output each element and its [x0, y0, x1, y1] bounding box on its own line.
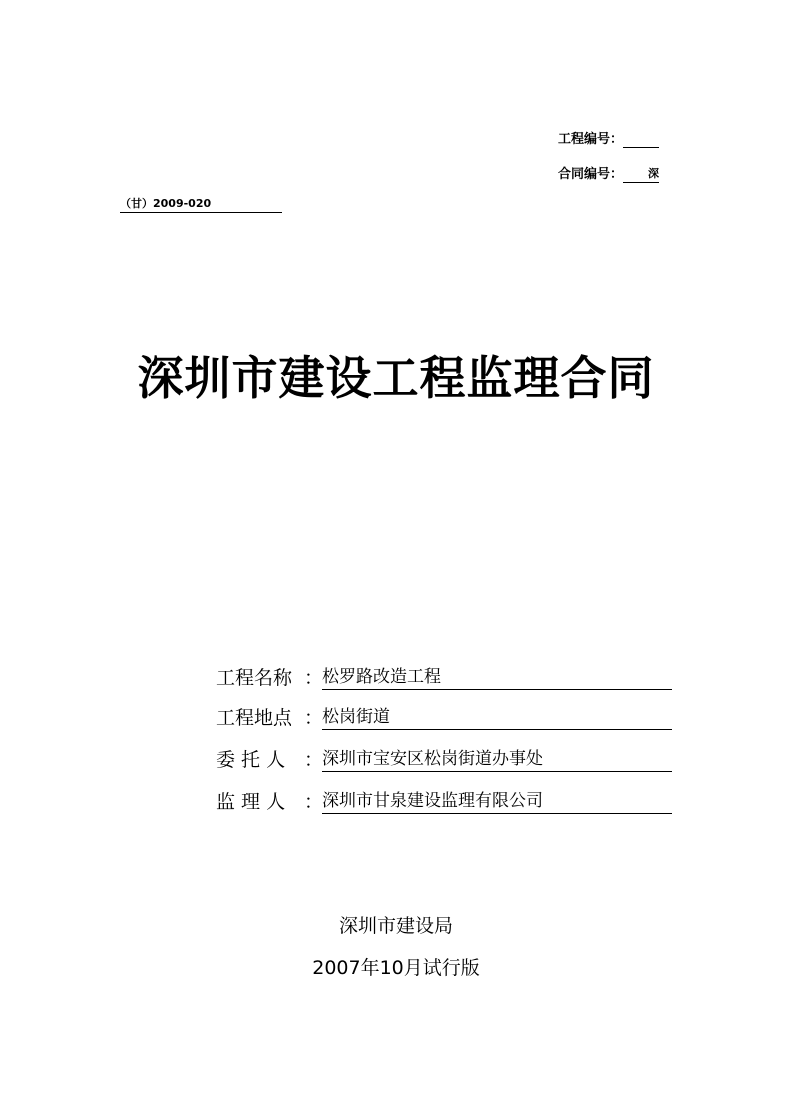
edition: 2007年10月试行版 [312, 957, 480, 979]
field-value: 深圳市甘泉建设监理有限公司 [322, 790, 672, 814]
field-supervisor [216, 788, 672, 814]
field-colon: ： [304, 791, 324, 813]
field-value: 松岗街道 [322, 706, 672, 730]
project-number-value [623, 147, 659, 148]
field-client [216, 746, 672, 772]
contract-number-value: 深 [623, 166, 659, 183]
field-project-name [216, 664, 672, 690]
document-title: 深圳市建设工程监理合同 [137, 351, 655, 405]
field-colon: ： [304, 707, 324, 729]
contract-number-label: 合同编号： [558, 167, 624, 182]
project-number-label: 工程编号： [558, 132, 624, 147]
field-colon: ： [304, 749, 324, 771]
field-value: 松罗路改造工程 [322, 666, 672, 690]
field-label: 工程地点 [216, 707, 293, 729]
field-value: 深圳市宝安区松岗街道办事处 [322, 748, 672, 772]
contract-number-cont-value: （甘）2009-020 [120, 196, 282, 213]
field-colon: ： [304, 667, 324, 689]
field-label: 工程名称 [216, 667, 293, 689]
field-label: 监 理 人 [216, 791, 286, 813]
issuer: 深圳市建设局 [338, 915, 453, 937]
field-project-location [216, 704, 672, 730]
contract-number-continuation [120, 196, 282, 213]
contract-number [558, 166, 659, 183]
field-label: 委 托 人 [216, 749, 286, 771]
project-number [558, 132, 659, 148]
